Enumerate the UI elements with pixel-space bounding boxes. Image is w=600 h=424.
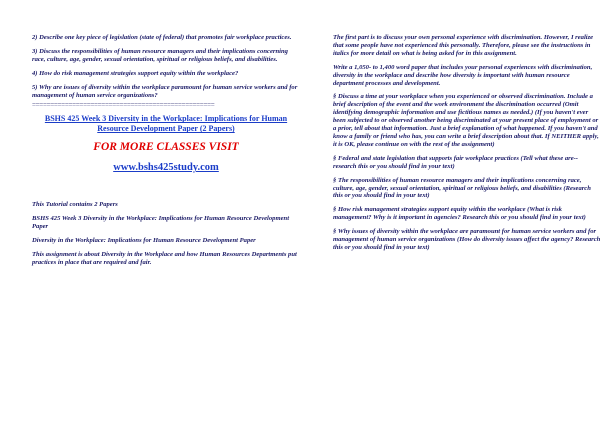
paragraph-intro: The first part is to discuss your own personal experience with discrimination. However, I realize that some people have not experienced this personally. Therefore, please see the instructions in italics for more detail on what is being asked for in this assignment.: [333, 34, 594, 57]
paragraph-instructions: Write a 1,050- to 1,400 word paper that includes your personal experiences with discrimination, diversity in the workplace and describe how diversity is important with human resource department processes and development.: [333, 63, 593, 87]
question-5: 5) Why are issues of diversity within the workplace paramount for human service workers and for management of human service organizations?: [32, 83, 298, 99]
bullet-risk-management: § How risk management strategies support equity within the workplace (What is risk management? Why is it important in agencies? Research this or you should find in your text): [333, 206, 586, 222]
question-4: 4) How do risk management strategies support equity within the workplace?: [32, 69, 239, 77]
bullet-responsibilities: § The responsibilities of human resource managers and their implications concerning race, culture, age, gender, sexual orientation, spiritual or religious beliefs, and disabilities (Research this or you should find in your text): [333, 176, 591, 200]
question-2: 2) Describe one key piece of legislation (state of federal) that promotes fair workplace practices.: [32, 34, 292, 41]
site-link[interactable]: www.bshs425study.com: [113, 162, 219, 174]
assignment-intro: This assignment is about Diversity in the Workplace and how Human Resources Departments put practices in place that are required and fair.: [32, 251, 297, 266]
bullet-diversity-issues: § Why issues of diversity within the workplace are paramount for human service workers and for management of human service organizations (How do diversity issues affect the agency? Research this or you should find in your text): [333, 228, 600, 251]
bullet-discrimination: § Discuss a time at your workplace when you experienced or observed discrimination. Include a brief description of the event and the work environment the discrimination occurred (Omit identifying demographic information and use fictitious names as needed.) (If you haven't ever been subjected to or observed another being discriminated at your present place of employment or a prior, tell about that information. Just a brief explanation of what happened. If you haven't and know a family or friend who has, you can write a brief description about that. If NEITHER apply, it is OK, please continue on with the rest of the assignment): [333, 93, 599, 148]
bullet-legislation: § Federal and state legislation that supports fair workplace practices (Tell what these are--research this or you should find in your text): [333, 154, 579, 170]
left-column: [32, 34, 300, 267]
question-3: 3) Discuss the responsibilities of human resource managers and their implications concerning race, culture, age, gender, sexual orientation, spiritual or religious beliefs, and disabilities.: [32, 47, 288, 63]
paper-title-link[interactable]: BSHS 425 Week 3 Diversity in the Workplace: Implications for Human Resource Development Paper (2 Papers): [44, 114, 288, 134]
divider-line: ==================================================: [32, 101, 215, 110]
promo-heading: FOR MORE CLASSES VISIT: [93, 141, 239, 154]
right-column: [333, 34, 600, 252]
course-title: BSHS 425 Week 3 Diversity in the Workplace: Implications for Human Resource Development Paper: [32, 215, 290, 231]
tutorial-note: This Tutorial contains 2 Papers: [32, 201, 118, 209]
paper-title: Diversity in the Workplace: Implications for Human Resource Development Paper: [32, 237, 256, 245]
